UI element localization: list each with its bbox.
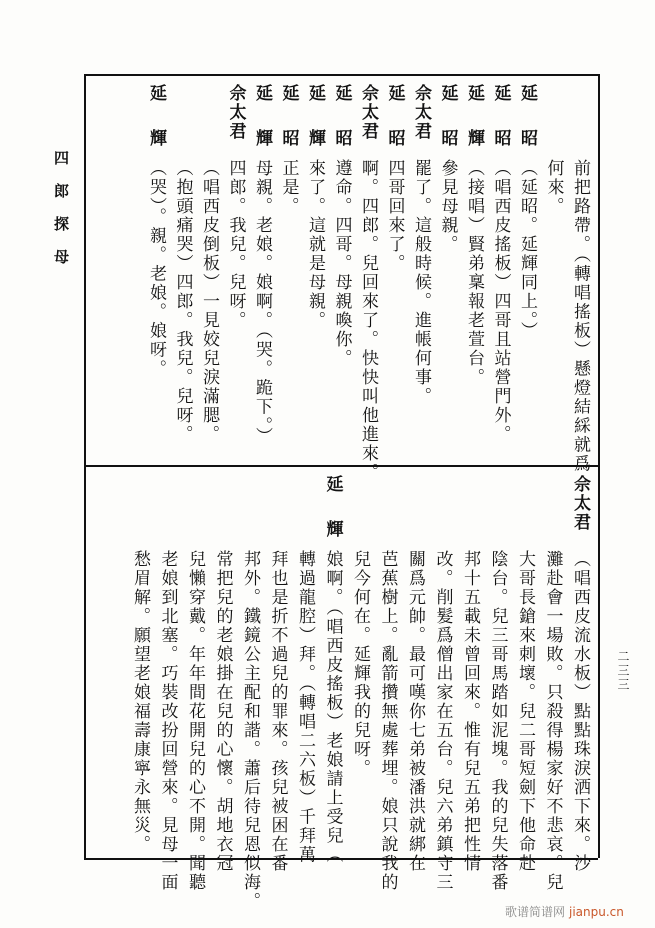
speaker-name: 佘太君 <box>358 84 378 141</box>
script-column <box>486 84 513 444</box>
speaker-name: 延昭 <box>517 84 537 174</box>
speaker-name: 延昭 <box>490 84 511 174</box>
script-column <box>262 475 290 873</box>
dialogue-line: （唱西皮流水板）點點珠淚洒下來。沙 <box>570 550 590 873</box>
script-column <box>539 84 566 216</box>
dialogue-line: 陰台。兒三哥馬踏如泥塊。我的兒失落番 <box>487 550 508 892</box>
script-column <box>207 475 235 873</box>
script-column <box>235 475 263 911</box>
dialogue-line: 參見母親。 <box>437 159 458 254</box>
watermark <box>505 903 624 920</box>
speaker-name: 佘太君 <box>411 84 431 141</box>
dialogue-line: 來了。這就是母親。 <box>305 159 325 330</box>
speaker-name: 延昭 <box>331 84 352 174</box>
dialogue-line: （接唱）賢弟稟報老萱台。 <box>464 159 484 387</box>
speaker-name: 延輝 <box>146 84 166 174</box>
dialogue-line: 娘啊。（唱西皮搖板）老娘請上受兒（ <box>322 550 343 865</box>
script-column <box>510 475 538 873</box>
dialogue-line: 前把路帶。（轉唱搖板）懸燈結綵就爲 <box>570 159 590 474</box>
dialogue-line: 何來。 <box>543 159 564 216</box>
script-column <box>407 84 434 406</box>
script-column <box>195 84 222 444</box>
dialogue-line: 關爲元帥。最可嘆你七弟被潘洪就綁在 <box>405 550 425 873</box>
script-column <box>327 84 354 368</box>
script-column <box>455 475 483 873</box>
middle-rule <box>84 465 598 467</box>
script-column <box>565 475 593 873</box>
dialogue-line: 邦外。鐵鏡公主配和諧。蕭后待兒恩似海。 <box>240 550 260 911</box>
dialogue-line: 老娘到北塞。巧裝改扮回營來。見母一面 <box>157 550 178 892</box>
dialogue-line: 母親。老娘。娘啊。（哭。跪下。） <box>252 159 272 446</box>
script-column <box>380 84 407 273</box>
script-column <box>537 475 565 892</box>
script-column <box>513 84 540 341</box>
script-column <box>482 475 510 892</box>
dialogue-line: 兒懶穿戴。年年間花開兒的心不開。聞聽 <box>185 550 205 892</box>
script-column <box>345 475 373 778</box>
dialogue-line: 兒今何在。延輝我的兒呀。 <box>350 550 370 778</box>
speaker-name: 延昭 <box>384 84 405 174</box>
script-column <box>566 84 593 474</box>
watermark-cn: 歌谱简谱网 <box>505 905 566 919</box>
dialogue-line: 芭蕉樹上。亂箭攢無處葬埋。娘只說我的 <box>377 550 398 892</box>
script-column <box>274 84 301 216</box>
dialogue-line: 大哥長鎗來刺壞。兒二哥短劍下他命赴 <box>515 550 535 873</box>
script-column <box>290 475 318 865</box>
script-column <box>400 475 428 873</box>
speaker-name: 延輝 <box>464 84 484 174</box>
script-column <box>301 84 328 330</box>
script-column <box>248 84 275 446</box>
script-column <box>152 475 180 892</box>
speaker-name: 延昭 <box>437 84 458 174</box>
script-column <box>142 84 169 379</box>
dialogue-line: （哭）。親。老娘。娘呀。 <box>146 159 166 379</box>
script-column <box>168 84 195 444</box>
script-column <box>433 84 460 254</box>
dialogue-line: 四哥回來了。 <box>384 159 405 273</box>
script-column <box>427 475 455 892</box>
dialogue-line: 常把兒的老娘掛在兒的心懷。胡地衣冠 <box>212 550 233 873</box>
script-column <box>125 475 153 854</box>
dialogue-line: （延昭。延輝同上。） <box>517 159 537 341</box>
dialogue-line: 轉過龍腔）拜。（轉唱二六板）千拜萬 <box>295 550 315 865</box>
dialogue-line: （唱西皮倒板）一見姣兒淚滿腮。 <box>199 159 219 444</box>
dialogue-line: 罷了。這般時候。進帳何事。 <box>411 159 431 406</box>
running-title: 四郎探母 <box>52 150 70 282</box>
dialogue-line: 正是。 <box>278 159 299 216</box>
script-column <box>317 475 345 865</box>
top-rule <box>84 74 598 76</box>
dialogue-line: 灘赴會一場敗。只殺得楊家好不悲哀。兒 <box>542 550 563 892</box>
speaker-name: 延昭 <box>278 84 299 174</box>
dialogue-line: 遵命。四哥。母親喚你。 <box>331 159 352 368</box>
dialogue-line: 愁眉解。願望老娘福壽康寧永無災。 <box>130 550 150 854</box>
dialogue-line: 改。削髮爲僧出家在五台。兒六弟鎮守三 <box>432 550 453 892</box>
dialogue-line: 拜也是折不過兒的罪來。孩兒被困在番 <box>267 550 288 873</box>
top-panel <box>92 84 592 482</box>
speaker-name: 佘太君 <box>570 475 590 532</box>
script-column <box>221 84 248 330</box>
speaker-name: 延輝 <box>305 84 325 174</box>
dialogue-line: 啊。四郎。兒回來了。快快叫他進來。 <box>358 159 378 482</box>
speaker-name: 延輝 <box>252 84 272 174</box>
speaker-name: 延輝 <box>322 475 343 565</box>
watermark-en: jianpu.cn <box>569 905 624 919</box>
script-column <box>180 475 208 892</box>
bottom-panel <box>92 475 592 911</box>
script-column <box>460 84 487 387</box>
script-column <box>354 84 381 482</box>
page-number: 二三三 <box>616 650 630 692</box>
dialogue-line: 邦十五載未曾回來。惟有兒五弟把性情 <box>460 550 480 873</box>
dialogue-line: 四郎。我兒。兒呀。 <box>225 159 246 330</box>
script-column <box>372 475 400 892</box>
speaker-name: 佘太君 <box>225 84 246 141</box>
dialogue-line: （唱西皮搖板）四哥且站營門外。 <box>490 159 511 444</box>
dialogue-line: （抱頭痛哭）四郎。我兒。兒呀。 <box>172 159 193 444</box>
